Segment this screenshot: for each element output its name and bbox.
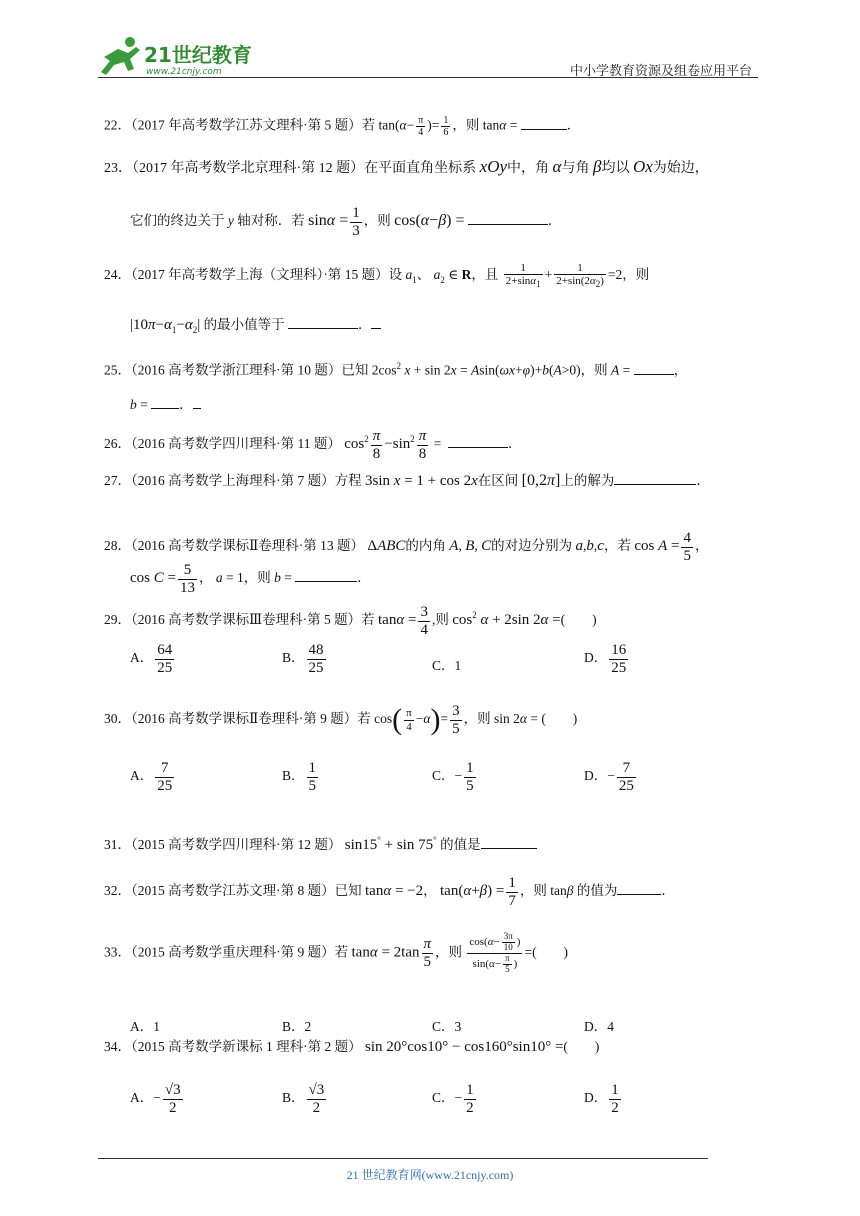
- question-28-line1: 28．（2016 高考数学课标Ⅱ卷理科·第 13 题） ΔABC的内角 A, B, C的对边分别为 a,b,c，若 cos A = $\frac{4}{5}$ ，: [104, 530, 709, 564]
- header-rule: [98, 77, 758, 78]
- question-26: 26．（2016 高考数学四川理科·第 11 题） $\cos^2$ $\frac{\pi}{8}$ $-\sin^2$ $\frac{\pi}{8}$ = ．: [104, 428, 522, 462]
- question-25-line2: b = ．: [130, 398, 201, 412]
- question-22: 22．（2017 年高考数学江苏文理科·第 5 题）若 tan(α− $\frac{\pi}{4}$ )= $\frac{1}{6}$ ，则 tanα = ．: [104, 115, 581, 138]
- q34-option-b: B． $\frac{√3}{2}$: [282, 1082, 325, 1116]
- footer-rule: [98, 1158, 708, 1159]
- q34-option-c: C．− $\frac{1}{2}$: [432, 1082, 474, 1116]
- question-32: 32．（2015 高考数学江苏文理·第 8 题）已知 tanα = −2， tan(α+β) = $\frac{1}{7}$ ，则 tanβ 的值为 ．: [104, 875, 675, 909]
- question-27: 27．（2016 高考数学上海理科·第 7 题）方程 3sin x = 1 + cos 2x在区间 [0,2π]上的解为 ．: [104, 472, 710, 489]
- question-29: 29．（2016 高考数学课标Ⅲ卷理科·第 5 题）若 tanα = $\frac{3}{4}$ ,则 $\cos^2 \alpha + 2\sin$ 2α =( ): [104, 604, 597, 638]
- q33-option-c: C．3: [432, 1019, 462, 1034]
- q29-option-d: D． $\frac{16}{25}$: [584, 642, 627, 676]
- question-23-line2: 它们的终边关于 y 轴对称．若 sinα = $\frac{1}{3}$ ，则 cos(α−β) = ．: [130, 205, 562, 239]
- question-31: 31．（2015 高考数学四川理科·第 12 题） sin15° + sin 75° 的值是: [104, 836, 537, 853]
- q30-option-a: A． $\frac{7}{25}$: [130, 760, 173, 794]
- question-23-line1: 23．（2017 年高考数学北京理科·第 12 题）在平面直角坐标系 xOy中，角 α与角 β均以 Ox为始边，: [104, 157, 709, 176]
- q29-option-a: A． $\frac{64}{25}$: [130, 642, 173, 676]
- q34-option-a: A．− $\frac{√3}{2}$: [130, 1082, 181, 1116]
- q33-option-a: A．1: [130, 1019, 160, 1034]
- question-24-line2: $|10\pi-\alpha_1-\alpha_2|$ 的最小值等于 ．: [130, 318, 381, 335]
- q29-option-c: C．1: [432, 658, 462, 673]
- site-name: 中小学教育资源及组卷应用平台: [570, 63, 753, 78]
- q30-option-d: D．− $\frac{7}{25}$: [584, 760, 634, 794]
- q29-option-b: B． $\frac{48}{25}$: [282, 642, 324, 676]
- q33-option-d: D．4: [584, 1019, 614, 1034]
- footer-link[interactable]: 21 世纪教育网(www.21cnjy.com): [346, 1168, 514, 1182]
- svg-text:21世纪教育: 21世纪教育: [144, 43, 252, 67]
- question-24-line1: 24．（2017 年高考数学上海（文理科）·第 15 题）设 $a_1$、 $a_2$ ∈ R，且 $\frac{1}{2+\sin\alpha_1}$ + $\frac{1}{2+\sin(2\alpha_2)}$ =2，则: [104, 262, 650, 290]
- site-logo: [96, 35, 271, 79]
- q34-option-d: D． $\frac{1}{2}$: [584, 1082, 619, 1116]
- question-30: 30．（2016 高考数学课标Ⅱ卷理科·第 9 题）若 cos( $\frac{\pi}{4}$ −α)= $\frac{3}{5}$ ，则 sin 2α = ( ): [104, 703, 578, 737]
- question-25-line1: 25．（2016 高考数学浙江理科·第 10 题）已知 $2\cos^2$ x + sin 2x = Asin(ωx+φ)+b(A>0)，则 A = ，: [104, 361, 688, 378]
- running-figure-logo-icon: [96, 35, 271, 79]
- question-34: 34．（2015 高考数学新课标 1 理科·第 2 题） sin 20°cos10° − cos160°sin10° =( ): [104, 1039, 600, 1055]
- q30-option-c: C．− $\frac{1}{5}$: [432, 760, 474, 794]
- question-28-line2: cos C = $\frac{5}{13}$ ， a = 1，则 b = ．: [130, 562, 371, 596]
- q30-option-b: B． $\frac{1}{5}$: [282, 760, 317, 794]
- svg-text:www.21cnjy.com: www.21cnjy.com: [146, 67, 222, 77]
- q33-option-b: B．2: [282, 1019, 312, 1034]
- question-33: 33．（2015 高考数学重庆理科·第 9 题）若 tanα = 2tan $\frac{\pi}{5}$ ，则 cos(α− $\frac{3\pi}{10}$ ) sin(α− $\frac{\pi}{5}$ ) =( ): [104, 931, 569, 974]
